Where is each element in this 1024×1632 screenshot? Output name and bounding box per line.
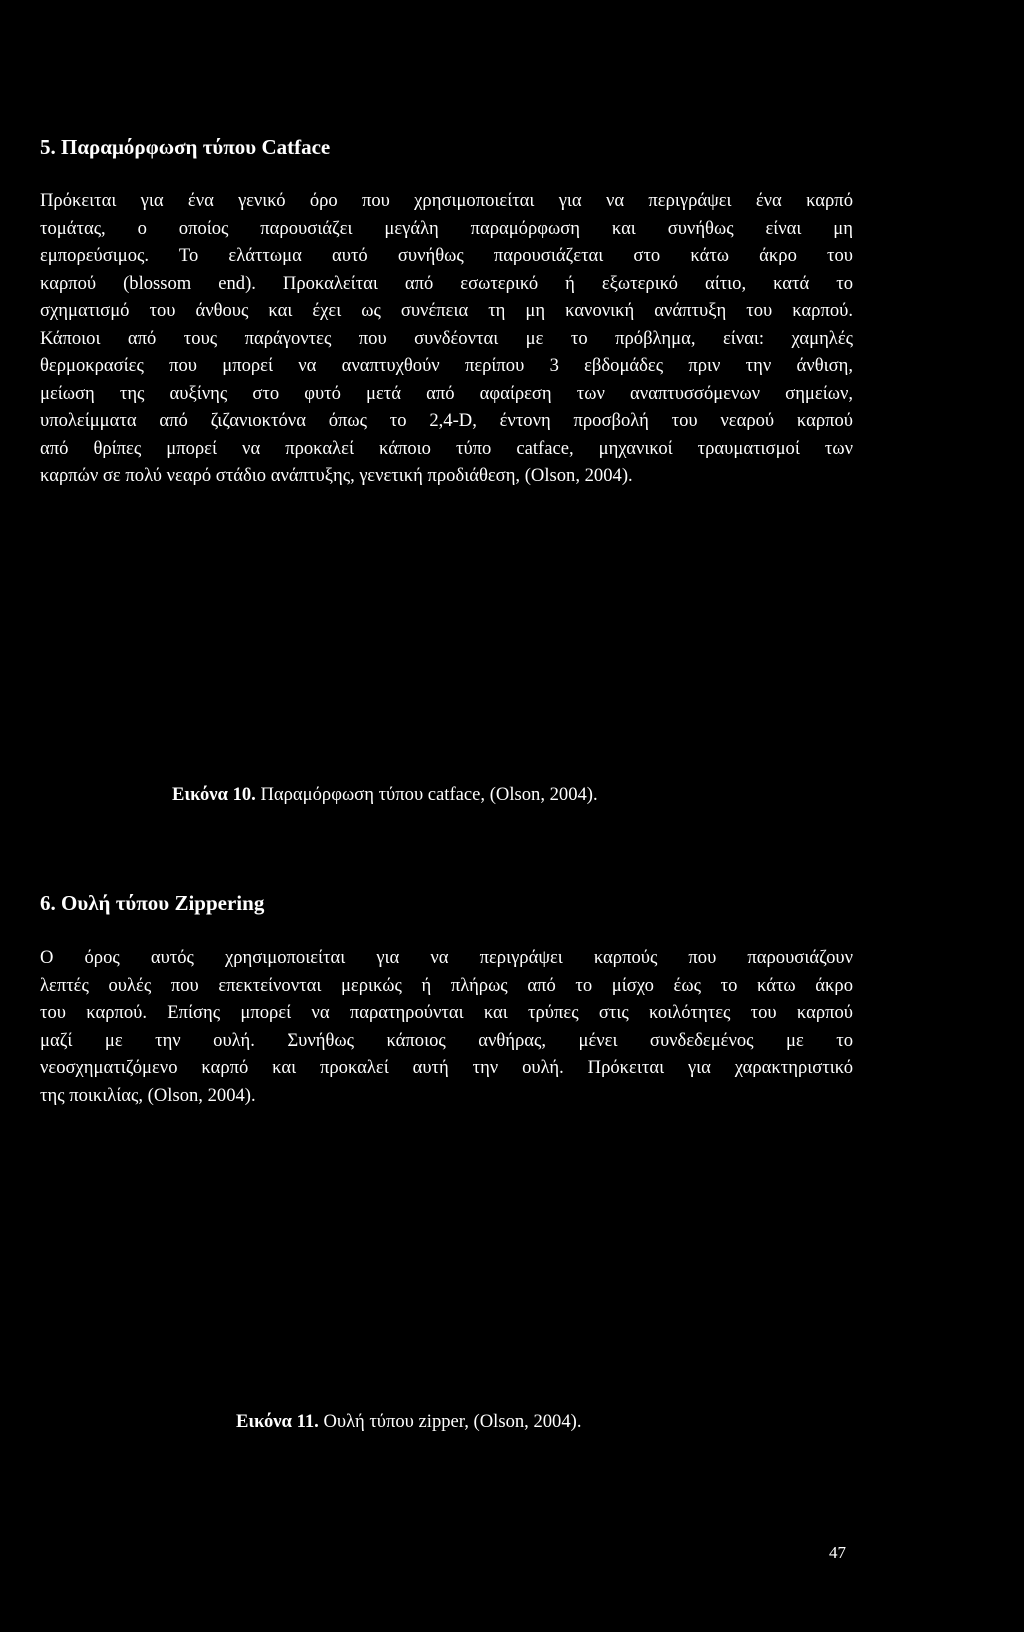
- paragraph-line: σχηματισμό του άνθους και έχει ως συνέπεια τη μη κανονική ανάπτυξη του καρπού.: [40, 300, 853, 321]
- section-6-heading: 6. Ουλή τύπου Zippering: [40, 891, 265, 915]
- paragraph-line: Πρόκειται για ένα γενικό όρο που χρησιμοποιείται για να περιγράψει ένα καρπό: [40, 190, 853, 211]
- paragraph-line: Κάποιοι από τους παράγοντες που συνδέονται με το πρόβλημα, είναι: χαμηλές: [40, 327, 853, 349]
- paragraph-line: του καρπού. Επίσης μπορεί να παρατηρούνται και τρύπες στις κοιλότητες του καρπού: [40, 1002, 853, 1023]
- paragraph-line: καρπών σε πολύ νεαρό στάδιο ανάπτυξης, γενετική προδιάθεση, (Olson, 2004).: [40, 465, 633, 486]
- paragraph-line: τομάτας, ο οποίος παρουσιάζει μεγάλη παραμόρφωση και συνήθως είναι μη: [40, 217, 853, 239]
- paragraph-line: από θρίπες μπορεί να προκαλεί κάποιο τύπο catface, μηχανικοί τραυματισμοί των: [40, 437, 853, 459]
- figure-10-label: Εικόνα 10.: [172, 784, 256, 805]
- section-5-paragraph: [40, 187, 853, 490]
- figure-11-placeholder: [40, 1130, 853, 1390]
- figure-11-caption: [236, 1411, 582, 1433]
- paragraph-line: καρπού (blossom end). Προκαλείται από εσωτερικό ή εξωτερικό αίτιο, κατά το: [40, 272, 853, 294]
- paragraph-line: μείωση της αυξίνης στο φυτό μετά από αφαίρεση των αναπτυσσόμενων σημείων,: [40, 382, 853, 404]
- paragraph-line: λεπτές ουλές που επεκτείνονται μερικώς ή πλήρως από το μίσχο έως το κάτω άκρο: [40, 974, 853, 996]
- figure-10-text: Παραμόρφωση τύπου catface, (Olson, 2004).: [255, 784, 598, 805]
- figure-11-text: Ουλή τύπου zipper, (Olson, 2004).: [318, 1411, 582, 1432]
- paragraph-line: της ποικιλίας, (Olson, 2004).: [40, 1084, 256, 1106]
- section-5-heading: 5. Παραμόρφωση τύπου Catface: [40, 135, 331, 159]
- section-6-paragraph: [40, 944, 853, 1109]
- paragraph-line: θερμοκρασίες που μπορεί να αναπτυχθούν περίπου 3 εβδομάδες πριν την άνθιση,: [40, 355, 853, 376]
- figure-11-label: Εικόνα 11.: [236, 1411, 319, 1432]
- paragraph-line: υπολείμματα από ζιζανιοκτόνα όπως το 2,4-D, έντονη προσβολή του νεαρού καρπού: [40, 410, 853, 431]
- paragraph-line: εμπορεύσιμος. Το ελάττωμα αυτό συνήθως παρουσιάζεται στο κάτω άκρο του: [40, 245, 853, 266]
- figure-10-placeholder: [40, 500, 853, 770]
- figure-10-caption: [172, 784, 598, 806]
- paragraph-line: νεοσχηματιζόμενο καρπό και προκαλεί αυτή την ουλή. Πρόκειται για χαρακτηριστικό: [40, 1057, 853, 1078]
- paragraph-line: μαζί με την ουλή. Συνήθως κάποιος ανθήρας, μένει συνδεδεμένος με το: [40, 1029, 853, 1051]
- page-number: 47: [829, 1543, 846, 1562]
- paragraph-line: Ο όρος αυτός χρησιμοποιείται για να περιγράψει καρπούς που παρουσιάζουν: [40, 947, 853, 968]
